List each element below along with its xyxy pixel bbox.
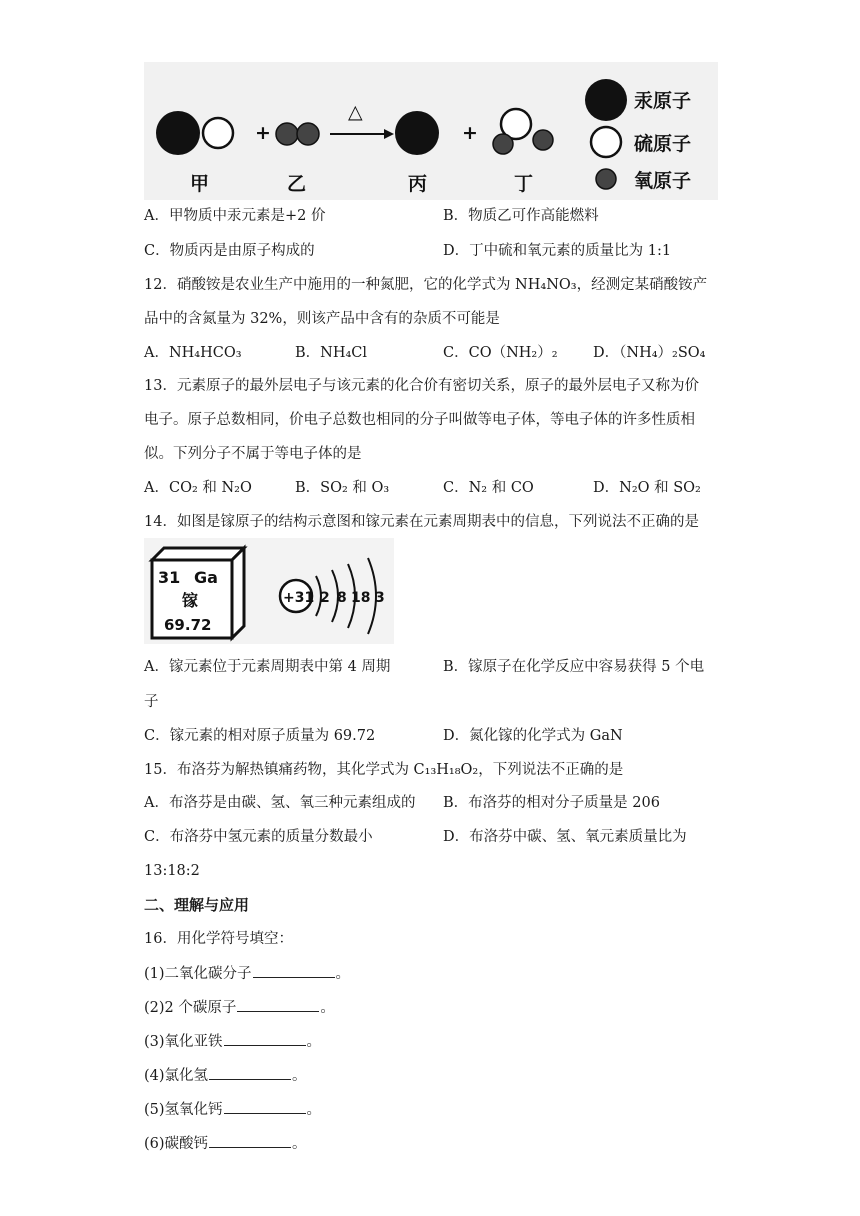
oxygen-atom-icon (533, 130, 553, 150)
q13-option-c: C．N₂ 和 CO (443, 480, 534, 496)
element-symbol: Ga (194, 568, 218, 587)
q13-stem-line3: 似。下列分子不属于等电子体的是 (144, 446, 362, 462)
q16-item-6-suffix: 。 (292, 1136, 307, 1152)
q16-item-1-suffix: 。 (335, 966, 351, 982)
q13-stem-line2: 电子。原子总数相同，价电子总数也相同的分子叫做等电子体，等电子体的许多性质相 (144, 412, 695, 428)
q16-item-3-suffix: 。 (306, 1034, 322, 1050)
q12-option-d: D．（NH₄）₂SO₄ (593, 345, 706, 361)
heat-condition: △ (348, 101, 363, 123)
q13-option-b: B．SO₂ 和 O₃ (295, 480, 390, 496)
atomic-number: 31 (158, 568, 181, 587)
label-jia: 甲 (190, 173, 210, 195)
nucleus-charge: +31 (283, 590, 315, 606)
mercury-atom-icon (395, 111, 439, 155)
q15-option-d-continued: 13:18:2 (144, 863, 200, 879)
plus-sign: + (255, 122, 271, 144)
q15-stem: 15．布洛芬为解热镇痛药物，其化学式为 C₁₃H₁₈O₂，下列说法不正确的是 (144, 762, 624, 778)
q16-stem: 16．用化学符号填空： (144, 931, 293, 947)
q16-item-4-prefix: (4)氯化氢 (144, 1068, 209, 1084)
answer-blank-5[interactable] (224, 1099, 306, 1114)
q12-stem-line2: 品中的含氮量为 32%，则该产品中含有的杂质不可能是 (144, 311, 500, 327)
answer-blank-3[interactable] (224, 1031, 306, 1046)
q16-item-2-suffix: 。 (320, 1000, 335, 1016)
mercury-atom-icon (156, 111, 200, 155)
legend-mercury-icon (585, 79, 627, 121)
q12-option-c: C．CO（NH₂）₂ (443, 345, 558, 361)
q11-option-b: B．物质乙可作高能燃料 (443, 208, 599, 224)
q16-item-2 (144, 997, 335, 1018)
q13-option-a: A．CO₂ 和 N₂O (144, 480, 252, 496)
q14-stem: 14．如图是镓原子的结构示意图和镓元素在元素周期表中的信息，下列说法不正确的是 (144, 514, 699, 530)
q16-item-2-prefix: (2)2 个碳原子 (144, 1000, 237, 1016)
q12-stem-line1: 12．硝酸铵是农业生产中施用的一种氮肥，它的化学式为 NH₄NO₃，经测定某硝酸铵产 (144, 277, 708, 293)
atomic-mass: 69.72 (164, 616, 212, 634)
q16-item-1-prefix: (1)二氧化碳分子 (144, 966, 252, 982)
oxygen-atom-icon (297, 123, 319, 145)
legend-oxygen-label: 氧原子 (634, 170, 692, 192)
answer-blank-1[interactable] (253, 963, 335, 978)
reaction-diagram (144, 62, 718, 200)
q16-item-3 (144, 1031, 321, 1052)
shell-electrons-1: 2 (320, 590, 330, 606)
q14-option-a: A．镓元素位于元素周期表中第 4 周期 (144, 659, 391, 675)
oxygen-placeholder-icon (203, 118, 233, 148)
shell-electrons-4: 3 (375, 590, 385, 606)
q16-item-6 (144, 1133, 307, 1154)
q11-option-d: D．丁中硫和氧元素的质量比为 1:1 (443, 243, 672, 259)
q12-option-b: B．NH₄Cl (295, 345, 368, 361)
q15-option-a: A．布洛芬是由碳、氢、氧三种元素组成的 (144, 795, 416, 811)
q11-option-c: C．物质丙是由原子构成的 (144, 243, 315, 259)
q14-option-c: C．镓元素的相对原子质量为 69.72 (144, 728, 376, 744)
q16-item-3-prefix: (3)氧化亚铁 (144, 1034, 223, 1050)
answer-blank-6[interactable] (209, 1133, 291, 1148)
q16-item-1 (144, 963, 350, 984)
section-title: 二、理解与应用 (144, 896, 250, 914)
q13-stem-line1: 13．元素原子的最外层电子与该元素的化合价有密切关系，原子的最外层电子又称为价 (144, 378, 699, 394)
gallium-diagram (144, 538, 394, 644)
q16-item-5-prefix: (5)氢氧化钙 (144, 1102, 223, 1118)
q15-option-d: D．布洛芬中碳、氢、氧元素质量比为 (443, 829, 687, 845)
element-name: 镓 (182, 591, 199, 610)
cube-top (152, 548, 244, 560)
legend-sulfur-icon (591, 127, 621, 157)
q16-item-6-prefix: (6)碳酸钙 (144, 1136, 209, 1152)
label-yi: 乙 (287, 173, 307, 195)
q14-option-b-continued: 子 (144, 694, 159, 710)
answer-blank-2[interactable] (237, 997, 319, 1012)
label-bing: 丙 (408, 173, 428, 195)
cube-side (232, 548, 244, 638)
q15-option-b: B．布洛芬的相对分子质量是 206 (443, 795, 660, 811)
q16-item-4-suffix: 。 (292, 1068, 307, 1084)
legend-sulfur-label: 硫原子 (634, 133, 692, 155)
q16-item-5-suffix: 。 (306, 1102, 322, 1118)
q15-option-c: C．布洛芬中氢元素的质量分数最小 (144, 829, 373, 845)
q14-option-b: B．镓原子在化学反应中容易获得 5 个电 (443, 659, 705, 675)
q11-option-a: A．甲物质中汞元素是+2 价 (144, 208, 326, 224)
q16-item-5 (144, 1099, 321, 1120)
q16-item-4 (144, 1065, 307, 1086)
oxygen-atom-icon (493, 134, 513, 154)
legend-oxygen-icon (596, 169, 616, 189)
shell-electrons-3: 18 (351, 590, 371, 606)
shell-electrons-2: 8 (337, 590, 347, 606)
label-ding: 丁 (514, 173, 534, 195)
q12-option-a: A．NH₄HCO₃ (144, 345, 242, 361)
q14-option-d: D．氮化镓的化学式为 GaN (443, 728, 623, 744)
q13-option-d: D．N₂O 和 SO₂ (593, 480, 701, 496)
oxygen-atom-icon (276, 123, 298, 145)
plus-sign: + (462, 122, 478, 144)
answer-blank-4[interactable] (209, 1065, 291, 1080)
legend-mercury-label: 汞原子 (634, 90, 692, 112)
